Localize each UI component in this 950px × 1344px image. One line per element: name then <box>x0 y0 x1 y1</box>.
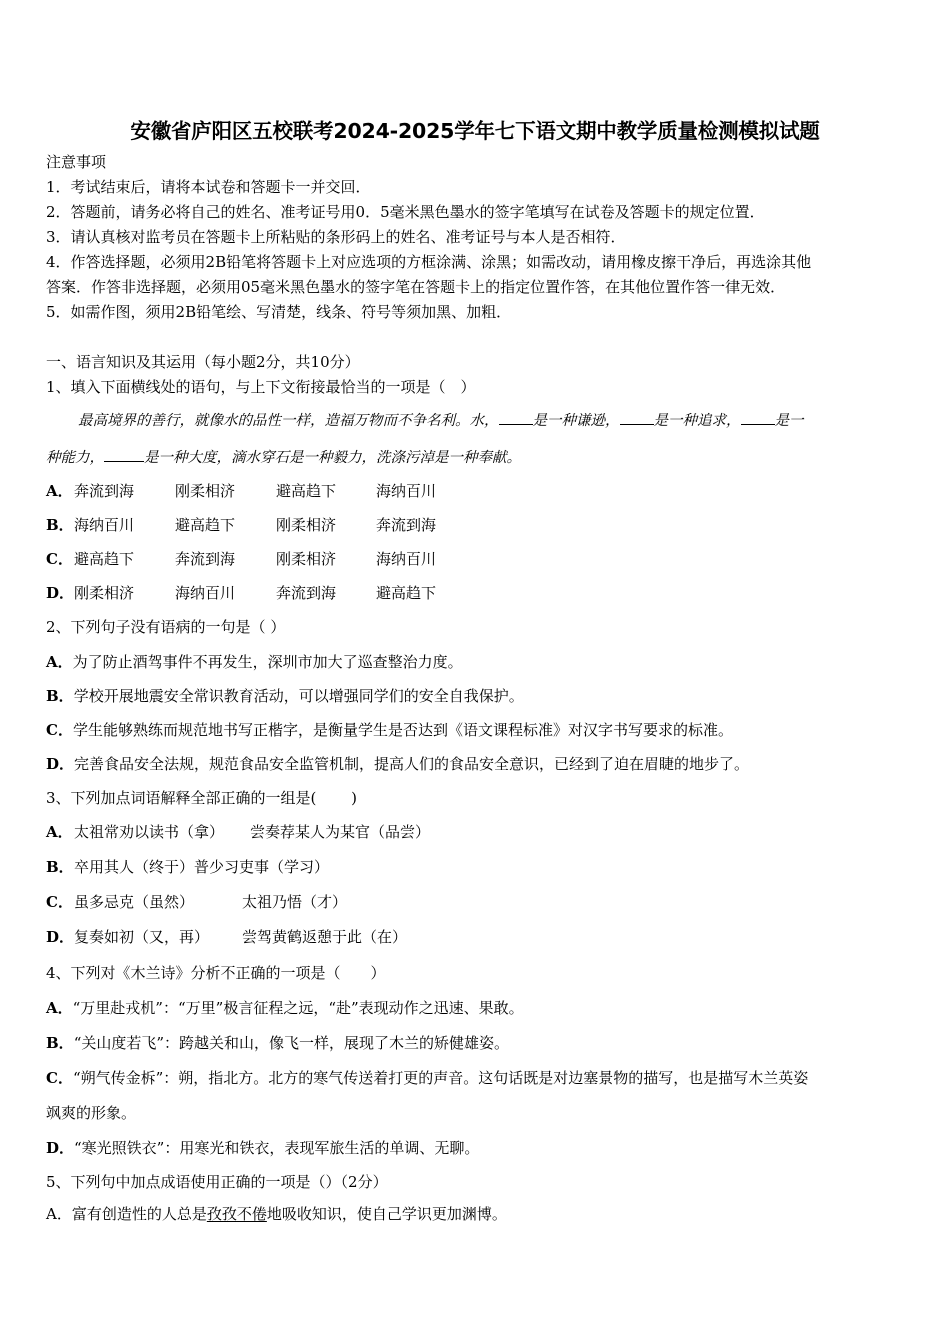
q1-passage-d: 是一 <box>774 413 804 429</box>
q4-option-b <box>46 1032 509 1053</box>
q2-option-b-label: B． <box>46 687 74 705</box>
q1-passage-line2 <box>46 446 521 467</box>
q4-option-c-text: “朔气传金柝”：朔，指北方。北方的寒气传送着打更的声音。这句话既是对边塞景物的描写，也是描写木兰英姿 <box>72 1069 809 1087</box>
q4-option-d <box>46 1137 479 1158</box>
q2-stem: 2、下列句子没有语病的一句是（ ） <box>46 618 286 636</box>
q1-option-b-item-3: 刚柔相济 <box>276 516 337 534</box>
q1-option-a-label: A． <box>46 482 73 500</box>
q4-option-b-text: “关山度若飞”：跨越关和山，像飞一样，展现了木兰的矫健雄姿。 <box>73 1034 510 1052</box>
q3-option-a-part1: 太祖常劝以读书（拿） <box>74 823 225 841</box>
q1-option-b-item-2: 避高趋下 <box>175 516 236 534</box>
q4-option-a-label: A． <box>46 999 73 1017</box>
q1-option-c-item-3: 刚柔相济 <box>276 550 337 568</box>
q3-option-b-part1: 卒用其人（终于）普少习吏事（学习） <box>74 858 330 876</box>
q5-option-a <box>46 1203 507 1224</box>
q1-option-a-item-1: 奔流到海 <box>74 482 135 500</box>
q2-option-c <box>46 719 733 740</box>
notice-item-3: 3．请认真核对监考员在答题卡上所粘贴的条形码上的姓名、准考证号与本人是否相符． <box>46 228 626 246</box>
q1-option-d-item-1: 刚柔相济 <box>74 584 135 602</box>
q1-passage-a: 最高境界的善行，就像水的品性一样，造福万物而不争名利。水， <box>78 413 499 429</box>
q2-option-a <box>46 651 463 672</box>
q1-blank-3 <box>741 410 775 425</box>
section-heading: 一、语言知识及其运用（每小题2分，共10分） <box>46 353 360 371</box>
q3-option-c-part1: 虽多忌克（虽然） <box>74 893 195 911</box>
q3-option-a-label: A． <box>46 823 73 841</box>
q1-option-d-item-3: 奔流到海 <box>276 584 337 602</box>
q1-passage-b: 是一种谦逊， <box>532 413 620 429</box>
q1-blank-4 <box>104 447 144 462</box>
notice-item-1: 1．考试结束后，请将本试卷和答题卡一并交回． <box>46 178 371 196</box>
q1-passage-e: 种能力， <box>46 450 104 466</box>
q1-option-a-item-2: 刚柔相济 <box>175 482 236 500</box>
q2-option-d-text: 完善食品安全法规，规范食品安全监管机制，提高人们的食品安全意识，已经到了迫在眉睫的地步了。 <box>74 755 750 773</box>
q1-option-d-item-4: 避高趋下 <box>376 584 437 602</box>
q3-option-c-label: C． <box>46 893 73 911</box>
q3-stem: 3、下列加点词语解释全部正确的一组是( ) <box>46 789 358 807</box>
q5-stem: 5、下列句中加点成语使用正确的一项是（）（2分） <box>46 1173 388 1191</box>
q1-option-b-item-1: 海纳百川 <box>74 516 135 534</box>
q2-option-b <box>46 685 524 706</box>
q1-passage-line1 <box>78 409 804 430</box>
q2-option-c-text: 学生能够熟练而规范地书写正楷字，是衡量学生是否达到《语文课程标准》对汉字书写要求的标准。 <box>72 721 733 739</box>
q3-option-d-label: D． <box>46 928 75 946</box>
q1-option-c-label: C． <box>46 550 73 568</box>
q4-option-d-label: D． <box>46 1139 75 1157</box>
q4-option-a <box>46 997 524 1018</box>
q1-passage-f: 是一种大度，滴水穿石是一种毅力，洗涤污淖是一种奉献。 <box>144 450 521 466</box>
notice-item-4-cont: 答案．作答非选择题，必须用05毫米黑色墨水的签字笔在答题卡上的指定位置作答，在其他位置作答一律无效． <box>46 278 786 296</box>
notice-item-2: 2．答题前，请务必将自己的姓名、准考证号用0．5毫米黑色墨水的签字笔填写在试卷及答题卡的规定位置． <box>46 203 765 221</box>
q3-option-d-part2: 尝驾黄鹤返憩于此（在） <box>242 928 408 946</box>
q3-option-d-part1: 复奏如初（又，再） <box>74 928 210 946</box>
q1-passage-c: 是一种追求， <box>653 413 741 429</box>
q2-option-b-text: 学校开展地震安全常识教育活动，可以增强同学们的安全自我保护。 <box>73 687 524 705</box>
q5-option-a-suffix: 地吸收知识，使自己学识更加渊博。 <box>266 1205 507 1223</box>
q1-option-a-item-4: 海纳百川 <box>376 482 437 500</box>
q5-option-a-idiom: 孜孜不倦 <box>206 1205 267 1223</box>
q3-option-b-label: B． <box>46 858 74 876</box>
q4-option-c-label: C． <box>46 1069 73 1087</box>
q2-option-a-label: A． <box>46 653 73 671</box>
q1-option-a-item-3: 避高趋下 <box>276 482 337 500</box>
notice-item-5: 5．如需作图，须用2B铅笔绘、写清楚，线条、符号等须加黑、加粗． <box>46 303 512 321</box>
q1-option-b-label: B． <box>46 516 74 534</box>
q2-option-a-text: 为了防止酒驾事件不再发生，深圳市加大了巡查整治力度。 <box>72 653 463 671</box>
notice-item-4: 4．作答选择题，必须用2B铅笔将答题卡上对应选项的方框涂满、涂黑；如需改动，请用橡皮擦干净后，再选涂其他 <box>46 253 812 271</box>
page-title: 安徽省庐阳区五校联考2024-2025学年七下语文期中教学质量检测模拟试题 <box>130 119 820 143</box>
q1-option-d-item-2: 海纳百川 <box>175 584 236 602</box>
q4-option-b-label: B． <box>46 1034 74 1052</box>
q1-option-c-item-1: 避高趋下 <box>74 550 135 568</box>
q2-option-c-label: C． <box>46 721 73 739</box>
q2-option-d-label: D． <box>46 755 75 773</box>
q1-option-c-item-4: 海纳百川 <box>376 550 437 568</box>
q1-blank-1 <box>499 410 533 425</box>
q4-option-d-text: “寒光照铁衣”：用寒光和铁衣，表现军旅生活的单调、无聊。 <box>74 1139 480 1157</box>
q1-blank-2 <box>620 410 654 425</box>
q1-option-c-item-2: 奔流到海 <box>175 550 236 568</box>
notice-heading: 注意事项 <box>46 153 107 171</box>
q4-option-c <box>46 1067 808 1088</box>
q1-stem: 1、填入下面横线处的语句，与上下文衔接最恰当的一项是（ ） <box>46 378 476 396</box>
q1-option-d-label: D． <box>46 584 75 602</box>
q4-option-a-text: “万里赴戎机”：“万里”极言征程之远，“赴”表现动作之迅速、果敢。 <box>72 999 524 1017</box>
q1-option-b-item-4: 奔流到海 <box>376 516 437 534</box>
q5-option-a-prefix: A．富有创造性的人总是 <box>46 1205 207 1223</box>
q2-option-d <box>46 753 749 774</box>
q4-stem: 4、下列对《木兰诗》分析不正确的一项是（ ） <box>46 964 386 982</box>
q3-option-a-part2: 尝奏荐某人为某官（品尝） <box>250 823 431 841</box>
q3-option-c-part2: 太祖乃悟（才） <box>242 893 348 911</box>
q4-option-c-cont: 飒爽的形象。 <box>46 1104 137 1122</box>
